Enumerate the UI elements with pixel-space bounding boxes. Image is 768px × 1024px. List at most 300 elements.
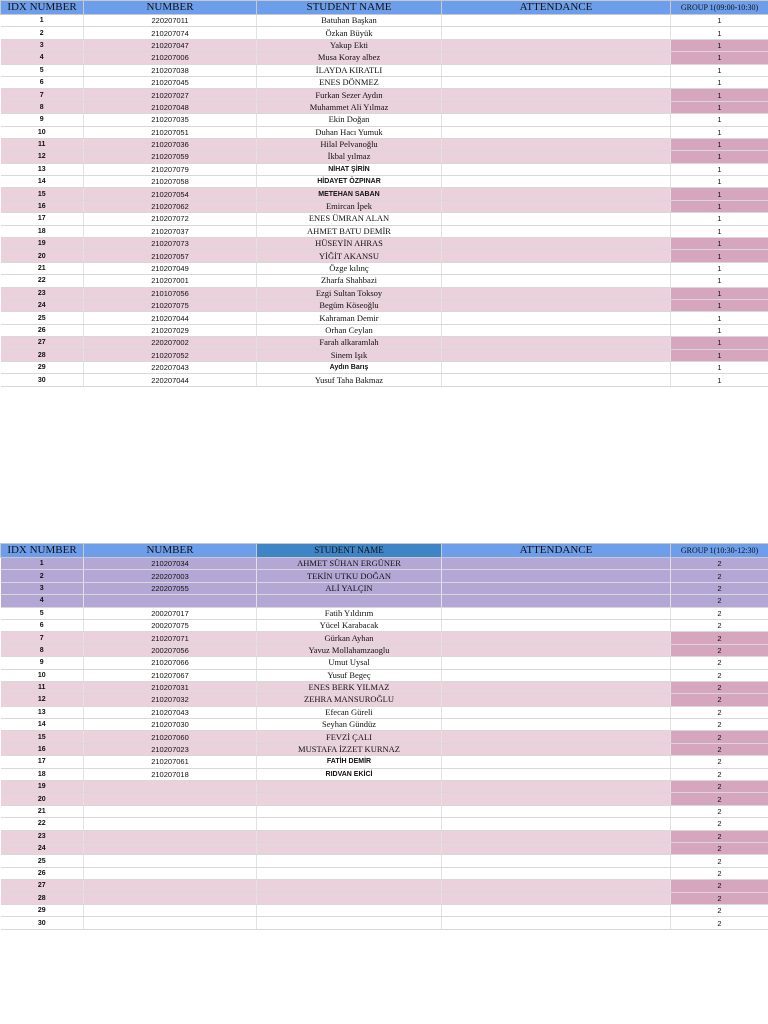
student-name-cell[interactable]: Yavuz Mollahamzaoglu xyxy=(257,644,442,656)
idx-cell[interactable]: 23 xyxy=(1,287,84,299)
student-name-cell[interactable]: Ezgi Sultan Toksoy xyxy=(257,287,442,299)
student-name-cell[interactable]: Efecan Güreli xyxy=(257,706,442,718)
student-name-cell[interactable]: YİĞİT AKANSU xyxy=(257,250,442,262)
student-name-cell[interactable]: Emircan İpek xyxy=(257,200,442,212)
idx-cell[interactable]: 20 xyxy=(1,793,84,805)
idx-cell[interactable]: 18 xyxy=(1,225,84,237)
group-cell[interactable]: 2 xyxy=(671,781,768,793)
number-cell[interactable] xyxy=(84,842,257,854)
idx-cell[interactable]: 16 xyxy=(1,743,84,755)
number-cell[interactable]: 210207027 xyxy=(84,89,257,101)
idx-cell[interactable]: 10 xyxy=(1,126,84,138)
student-name-cell[interactable]: Yakup Ekti xyxy=(257,39,442,51)
student-name-cell[interactable]: Seyhan Gündüz xyxy=(257,719,442,731)
student-name-cell[interactable] xyxy=(257,830,442,842)
attendance-cell[interactable] xyxy=(442,163,671,175)
idx-cell[interactable]: 2 xyxy=(1,27,84,39)
idx-cell[interactable]: 21 xyxy=(1,805,84,817)
idx-cell[interactable]: 16 xyxy=(1,200,84,212)
group-cell[interactable]: 1 xyxy=(671,337,768,349)
attendance-cell[interactable] xyxy=(442,188,671,200)
number-cell[interactable] xyxy=(84,805,257,817)
student-name-cell[interactable] xyxy=(257,904,442,916)
attendance-cell[interactable] xyxy=(442,337,671,349)
number-cell[interactable]: 200207017 xyxy=(84,607,257,619)
idx-cell[interactable]: 13 xyxy=(1,163,84,175)
attendance-cell[interactable] xyxy=(442,52,671,64)
number-cell[interactable]: 210207043 xyxy=(84,706,257,718)
group-cell[interactable]: 2 xyxy=(671,830,768,842)
attendance-cell[interactable] xyxy=(442,644,671,656)
number-cell[interactable] xyxy=(84,781,257,793)
group-cell[interactable]: 2 xyxy=(671,805,768,817)
attendance-cell[interactable] xyxy=(442,582,671,594)
idx-cell[interactable]: 12 xyxy=(1,694,84,706)
student-name-cell[interactable]: RIDVAN EKİCİ xyxy=(257,768,442,780)
group-cell[interactable]: 2 xyxy=(671,793,768,805)
group-cell[interactable]: 1 xyxy=(671,262,768,274)
idx-cell[interactable]: 12 xyxy=(1,151,84,163)
idx-cell[interactable]: 2 xyxy=(1,570,84,582)
number-cell[interactable]: 210207071 xyxy=(84,632,257,644)
idx-cell[interactable]: 30 xyxy=(1,917,84,929)
attendance-cell[interactable] xyxy=(442,275,671,287)
number-cell[interactable]: 210207031 xyxy=(84,681,257,693)
group-cell[interactable]: 2 xyxy=(671,644,768,656)
idx-cell[interactable]: 17 xyxy=(1,213,84,225)
number-cell[interactable]: 200207075 xyxy=(84,619,257,631)
idx-cell[interactable]: 11 xyxy=(1,138,84,150)
group-cell[interactable]: 1 xyxy=(671,361,768,373)
number-cell[interactable] xyxy=(84,830,257,842)
idx-cell[interactable]: 15 xyxy=(1,188,84,200)
student-name-cell[interactable]: HİDAYET ÖZPINAR xyxy=(257,176,442,188)
number-cell[interactable]: 210207059 xyxy=(84,151,257,163)
number-cell[interactable]: 210207067 xyxy=(84,669,257,681)
number-cell[interactable] xyxy=(84,904,257,916)
group-cell[interactable]: 2 xyxy=(671,632,768,644)
number-cell[interactable]: 220207044 xyxy=(84,374,257,386)
idx-cell[interactable]: 19 xyxy=(1,238,84,250)
group-cell[interactable]: 1 xyxy=(671,163,768,175)
attendance-cell[interactable] xyxy=(442,632,671,644)
idx-cell[interactable]: 26 xyxy=(1,324,84,336)
student-name-cell[interactable] xyxy=(257,880,442,892)
number-cell[interactable]: 210207034 xyxy=(84,558,257,570)
number-cell[interactable]: 210207051 xyxy=(84,126,257,138)
number-cell[interactable]: 210207075 xyxy=(84,299,257,311)
idx-cell[interactable]: 7 xyxy=(1,89,84,101)
student-name-cell[interactable]: MUSTAFA İZZET KURNAZ xyxy=(257,743,442,755)
number-cell[interactable]: 210207060 xyxy=(84,731,257,743)
group-cell[interactable]: 2 xyxy=(671,719,768,731)
attendance-cell[interactable] xyxy=(442,151,671,163)
idx-cell[interactable]: 25 xyxy=(1,855,84,867)
student-name-cell[interactable]: İkbal yılmaz xyxy=(257,151,442,163)
idx-cell[interactable]: 28 xyxy=(1,892,84,904)
idx-cell[interactable]: 6 xyxy=(1,76,84,88)
idx-cell[interactable]: 1 xyxy=(1,15,84,27)
number-cell[interactable]: 210207023 xyxy=(84,743,257,755)
attendance-cell[interactable] xyxy=(442,880,671,892)
idx-cell[interactable]: 29 xyxy=(1,361,84,373)
idx-cell[interactable]: 8 xyxy=(1,644,84,656)
student-name-cell[interactable] xyxy=(257,867,442,879)
idx-cell[interactable]: 27 xyxy=(1,337,84,349)
attendance-cell[interactable] xyxy=(442,262,671,274)
attendance-cell[interactable] xyxy=(442,324,671,336)
idx-cell[interactable]: 3 xyxy=(1,39,84,51)
idx-cell[interactable]: 7 xyxy=(1,632,84,644)
attendance-cell[interactable] xyxy=(442,619,671,631)
student-name-cell[interactable]: ALİ YALÇIN xyxy=(257,582,442,594)
group-cell[interactable]: 1 xyxy=(671,15,768,27)
group-cell[interactable]: 1 xyxy=(671,374,768,386)
number-cell[interactable]: 210207038 xyxy=(84,64,257,76)
attendance-cell[interactable] xyxy=(442,830,671,842)
group-cell[interactable]: 1 xyxy=(671,39,768,51)
attendance-cell[interactable] xyxy=(442,374,671,386)
student-name-cell[interactable]: Furkan Sezer Aydın xyxy=(257,89,442,101)
attendance-cell[interactable] xyxy=(442,731,671,743)
number-cell[interactable] xyxy=(84,595,257,607)
group-cell[interactable]: 2 xyxy=(671,681,768,693)
student-name-cell[interactable] xyxy=(257,917,442,929)
student-name-cell[interactable] xyxy=(257,781,442,793)
number-cell[interactable] xyxy=(84,880,257,892)
attendance-cell[interactable] xyxy=(442,287,671,299)
attendance-cell[interactable] xyxy=(442,842,671,854)
attendance-cell[interactable] xyxy=(442,299,671,311)
idx-cell[interactable]: 24 xyxy=(1,299,84,311)
attendance-cell[interactable] xyxy=(442,781,671,793)
group-cell[interactable]: 2 xyxy=(671,880,768,892)
attendance-cell[interactable] xyxy=(442,27,671,39)
number-cell[interactable]: 210207018 xyxy=(84,768,257,780)
number-cell[interactable]: 210207066 xyxy=(84,657,257,669)
student-name-cell[interactable]: Yücel Karabacak xyxy=(257,619,442,631)
idx-cell[interactable]: 23 xyxy=(1,830,84,842)
group-cell[interactable]: 2 xyxy=(671,756,768,768)
attendance-cell[interactable] xyxy=(442,595,671,607)
student-name-cell[interactable] xyxy=(257,805,442,817)
attendance-cell[interactable] xyxy=(442,768,671,780)
number-cell[interactable]: 210207052 xyxy=(84,349,257,361)
number-cell[interactable]: 210107056 xyxy=(84,287,257,299)
idx-cell[interactable]: 24 xyxy=(1,842,84,854)
group-cell[interactable]: 2 xyxy=(671,657,768,669)
group-cell[interactable]: 1 xyxy=(671,349,768,361)
attendance-cell[interactable] xyxy=(442,39,671,51)
student-name-cell[interactable]: Zharfa Shahbazi xyxy=(257,275,442,287)
student-name-cell[interactable]: Aydın Barış xyxy=(257,361,442,373)
number-cell[interactable]: 220207011 xyxy=(84,15,257,27)
idx-cell[interactable]: 25 xyxy=(1,312,84,324)
idx-cell[interactable]: 4 xyxy=(1,52,84,64)
group-cell[interactable]: 1 xyxy=(671,225,768,237)
attendance-cell[interactable] xyxy=(442,349,671,361)
number-cell[interactable]: 210207029 xyxy=(84,324,257,336)
idx-cell[interactable]: 21 xyxy=(1,262,84,274)
number-cell[interactable]: 210207032 xyxy=(84,694,257,706)
student-name-cell[interactable]: Orhan Ceylan xyxy=(257,324,442,336)
number-cell[interactable] xyxy=(84,855,257,867)
student-name-cell[interactable]: Hilal Pelvanoğlu xyxy=(257,138,442,150)
number-cell[interactable]: 210207058 xyxy=(84,176,257,188)
attendance-cell[interactable] xyxy=(442,892,671,904)
number-cell[interactable]: 210207054 xyxy=(84,188,257,200)
attendance-cell[interactable] xyxy=(442,867,671,879)
idx-cell[interactable]: 8 xyxy=(1,101,84,113)
number-cell[interactable]: 210207030 xyxy=(84,719,257,731)
idx-cell[interactable]: 22 xyxy=(1,275,84,287)
student-name-cell[interactable]: NİHAT ŞİRİN xyxy=(257,163,442,175)
student-name-cell[interactable]: ZEHRA MANSUROĞLU xyxy=(257,694,442,706)
student-name-cell[interactable]: TEKİN UTKU DOĞAN xyxy=(257,570,442,582)
student-name-cell[interactable] xyxy=(257,818,442,830)
number-cell[interactable]: 210207057 xyxy=(84,250,257,262)
idx-cell[interactable]: 14 xyxy=(1,176,84,188)
idx-cell[interactable]: 26 xyxy=(1,867,84,879)
attendance-cell[interactable] xyxy=(442,818,671,830)
attendance-cell[interactable] xyxy=(442,89,671,101)
group-cell[interactable]: 2 xyxy=(671,842,768,854)
student-name-cell[interactable]: Batuhan Başkan xyxy=(257,15,442,27)
attendance-cell[interactable] xyxy=(442,558,671,570)
attendance-header[interactable]: ATTENDANCE xyxy=(442,1,671,15)
number-cell[interactable]: 210207047 xyxy=(84,39,257,51)
group-cell[interactable]: 2 xyxy=(671,892,768,904)
idx-cell[interactable]: 29 xyxy=(1,904,84,916)
idx-cell[interactable]: 13 xyxy=(1,706,84,718)
number-cell[interactable]: 210207073 xyxy=(84,238,257,250)
attendance-cell[interactable] xyxy=(442,176,671,188)
attendance-cell[interactable] xyxy=(442,200,671,212)
attendance-cell[interactable] xyxy=(442,706,671,718)
attendance-cell[interactable] xyxy=(442,917,671,929)
group-cell[interactable]: 1 xyxy=(671,176,768,188)
attendance-cell[interactable] xyxy=(442,719,671,731)
group-cell[interactable]: 2 xyxy=(671,706,768,718)
idx-cell[interactable]: 3 xyxy=(1,582,84,594)
idx-cell[interactable]: 5 xyxy=(1,64,84,76)
number-header[interactable]: NUMBER xyxy=(84,1,257,15)
student-name-cell[interactable]: Özkan Büyük xyxy=(257,27,442,39)
group-cell[interactable]: 1 xyxy=(671,101,768,113)
group-cell[interactable]: 1 xyxy=(671,114,768,126)
idx-cell[interactable]: 28 xyxy=(1,349,84,361)
number-cell[interactable]: 210207037 xyxy=(84,225,257,237)
group-header[interactable]: GROUP 1(09:00-10:30) xyxy=(671,1,768,15)
group-cell[interactable]: 2 xyxy=(671,595,768,607)
group-cell[interactable]: 1 xyxy=(671,275,768,287)
student-name-cell[interactable]: AHMET BATU DEMİR xyxy=(257,225,442,237)
number-cell[interactable]: 210207061 xyxy=(84,756,257,768)
group-cell[interactable]: 2 xyxy=(671,619,768,631)
group-cell[interactable]: 2 xyxy=(671,917,768,929)
idx-number-header[interactable]: IDX NUMBER xyxy=(1,1,84,15)
number-cell[interactable]: 210207036 xyxy=(84,138,257,150)
group-cell[interactable]: 2 xyxy=(671,570,768,582)
student-name-cell[interactable]: Ekin Doğan xyxy=(257,114,442,126)
attendance-cell[interactable] xyxy=(442,694,671,706)
group-cell[interactable]: 2 xyxy=(671,818,768,830)
student-name-cell[interactable] xyxy=(257,595,442,607)
idx-cell[interactable]: 22 xyxy=(1,818,84,830)
idx-cell[interactable]: 15 xyxy=(1,731,84,743)
number-cell[interactable]: 220207043 xyxy=(84,361,257,373)
attendance-cell[interactable] xyxy=(442,855,671,867)
student-name-cell[interactable]: HÜSEYİN AHRAS xyxy=(257,238,442,250)
group-cell[interactable]: 2 xyxy=(671,867,768,879)
idx-cell[interactable]: 20 xyxy=(1,250,84,262)
attendance-cell[interactable] xyxy=(442,570,671,582)
attendance-cell[interactable] xyxy=(442,743,671,755)
group-cell[interactable]: 2 xyxy=(671,855,768,867)
idx-cell[interactable]: 30 xyxy=(1,374,84,386)
attendance-cell[interactable] xyxy=(442,64,671,76)
group-cell[interactable]: 2 xyxy=(671,582,768,594)
idx-cell[interactable]: 17 xyxy=(1,756,84,768)
student-name-cell[interactable]: Yusuf Taha Bakmaz xyxy=(257,374,442,386)
attendance-cell[interactable] xyxy=(442,607,671,619)
attendance-cell[interactable] xyxy=(442,669,671,681)
group-cell[interactable]: 1 xyxy=(671,200,768,212)
group-cell[interactable]: 2 xyxy=(671,768,768,780)
group-cell[interactable]: 2 xyxy=(671,731,768,743)
student-name-cell[interactable]: Kahraman Demir xyxy=(257,312,442,324)
attendance-cell[interactable] xyxy=(442,756,671,768)
group-cell[interactable]: 1 xyxy=(671,76,768,88)
idx-cell[interactable]: 9 xyxy=(1,114,84,126)
attendance-cell[interactable] xyxy=(442,250,671,262)
attendance-cell[interactable] xyxy=(442,76,671,88)
student-name-cell[interactable]: Sinem Işık xyxy=(257,349,442,361)
number-cell[interactable]: 210207044 xyxy=(84,312,257,324)
student-name-cell[interactable]: Musa Koray albez xyxy=(257,52,442,64)
number-cell[interactable]: 210207079 xyxy=(84,163,257,175)
student-name-cell[interactable]: ENES DÖNMEZ xyxy=(257,76,442,88)
attendance-cell[interactable] xyxy=(442,312,671,324)
student-name-cell[interactable]: Yusuf Begeç xyxy=(257,669,442,681)
attendance-cell[interactable] xyxy=(442,225,671,237)
student-name-cell[interactable]: Farah alkaramlah xyxy=(257,337,442,349)
number-cell[interactable] xyxy=(84,892,257,904)
group-cell[interactable]: 1 xyxy=(671,27,768,39)
number-cell[interactable]: 210207001 xyxy=(84,275,257,287)
student-name-cell[interactable]: FATİH DEMİR xyxy=(257,756,442,768)
student-name-cell[interactable] xyxy=(257,892,442,904)
student-name-cell[interactable]: Begüm Köseoğlu xyxy=(257,299,442,311)
number-cell[interactable]: 210207045 xyxy=(84,76,257,88)
number-cell[interactable]: 220207055 xyxy=(84,582,257,594)
group-cell[interactable]: 1 xyxy=(671,151,768,163)
number-cell[interactable]: 210207049 xyxy=(84,262,257,274)
group-cell[interactable]: 1 xyxy=(671,52,768,64)
number-header[interactable]: NUMBER xyxy=(84,544,257,558)
group-header[interactable]: GROUP 1(10:30-12:30) xyxy=(671,544,768,558)
number-cell[interactable]: 210207035 xyxy=(84,114,257,126)
student-name-cell[interactable] xyxy=(257,842,442,854)
group-cell[interactable]: 1 xyxy=(671,64,768,76)
student-name-cell[interactable]: ENES BERK YILMAZ xyxy=(257,681,442,693)
number-cell[interactable] xyxy=(84,867,257,879)
student-name-cell[interactable]: Muhammet Ali Yılmaz xyxy=(257,101,442,113)
student-name-header[interactable]: STUDENT NAME xyxy=(257,544,442,558)
group-cell[interactable]: 1 xyxy=(671,299,768,311)
number-cell[interactable]: 220207003 xyxy=(84,570,257,582)
student-name-cell[interactable]: İLAYDA KIRATLI xyxy=(257,64,442,76)
idx-number-header[interactable]: IDX NUMBER xyxy=(1,544,84,558)
student-name-cell[interactable]: AHMET SÜHAN ERGÜNER xyxy=(257,558,442,570)
attendance-header[interactable]: ATTENDANCE xyxy=(442,544,671,558)
student-name-cell[interactable]: Fatih Yıldırım xyxy=(257,607,442,619)
student-name-cell[interactable]: Özge kılınç xyxy=(257,262,442,274)
attendance-cell[interactable] xyxy=(442,213,671,225)
group-cell[interactable]: 2 xyxy=(671,904,768,916)
group-cell[interactable]: 2 xyxy=(671,669,768,681)
student-name-cell[interactable]: Umut Uysal xyxy=(257,657,442,669)
idx-cell[interactable]: 27 xyxy=(1,880,84,892)
attendance-cell[interactable] xyxy=(442,114,671,126)
attendance-cell[interactable] xyxy=(442,138,671,150)
attendance-cell[interactable] xyxy=(442,101,671,113)
idx-cell[interactable]: 14 xyxy=(1,719,84,731)
idx-cell[interactable]: 1 xyxy=(1,558,84,570)
attendance-cell[interactable] xyxy=(442,904,671,916)
group-cell[interactable]: 2 xyxy=(671,558,768,570)
student-name-cell[interactable]: Duhan Hacı Yumuk xyxy=(257,126,442,138)
idx-cell[interactable]: 10 xyxy=(1,669,84,681)
idx-cell[interactable]: 19 xyxy=(1,781,84,793)
group-cell[interactable]: 1 xyxy=(671,213,768,225)
idx-cell[interactable]: 5 xyxy=(1,607,84,619)
group-cell[interactable]: 1 xyxy=(671,250,768,262)
number-cell[interactable]: 210207048 xyxy=(84,101,257,113)
group-cell[interactable]: 1 xyxy=(671,238,768,250)
attendance-cell[interactable] xyxy=(442,805,671,817)
group-cell[interactable]: 2 xyxy=(671,607,768,619)
number-cell[interactable]: 210207006 xyxy=(84,52,257,64)
group-cell[interactable]: 1 xyxy=(671,126,768,138)
student-name-cell[interactable] xyxy=(257,855,442,867)
attendance-cell[interactable] xyxy=(442,126,671,138)
student-name-header[interactable]: STUDENT NAME xyxy=(257,1,442,15)
student-name-cell[interactable]: METEHAN SABAN xyxy=(257,188,442,200)
attendance-cell[interactable] xyxy=(442,793,671,805)
group-cell[interactable]: 1 xyxy=(671,324,768,336)
attendance-cell[interactable] xyxy=(442,681,671,693)
idx-cell[interactable]: 18 xyxy=(1,768,84,780)
idx-cell[interactable]: 6 xyxy=(1,619,84,631)
attendance-cell[interactable] xyxy=(442,15,671,27)
group-cell[interactable]: 2 xyxy=(671,694,768,706)
group-cell[interactable]: 1 xyxy=(671,89,768,101)
group-cell[interactable]: 1 xyxy=(671,188,768,200)
attendance-cell[interactable] xyxy=(442,238,671,250)
number-cell[interactable] xyxy=(84,818,257,830)
number-cell[interactable]: 200207056 xyxy=(84,644,257,656)
attendance-cell[interactable] xyxy=(442,361,671,373)
idx-cell[interactable]: 4 xyxy=(1,595,84,607)
number-cell[interactable]: 220207002 xyxy=(84,337,257,349)
number-cell[interactable] xyxy=(84,917,257,929)
student-name-cell[interactable]: ENES ÜMRAN ALAN xyxy=(257,213,442,225)
attendance-cell[interactable] xyxy=(442,657,671,669)
student-name-cell[interactable]: Gürkan Ayhan xyxy=(257,632,442,644)
group-cell[interactable]: 1 xyxy=(671,312,768,324)
idx-cell[interactable]: 11 xyxy=(1,681,84,693)
